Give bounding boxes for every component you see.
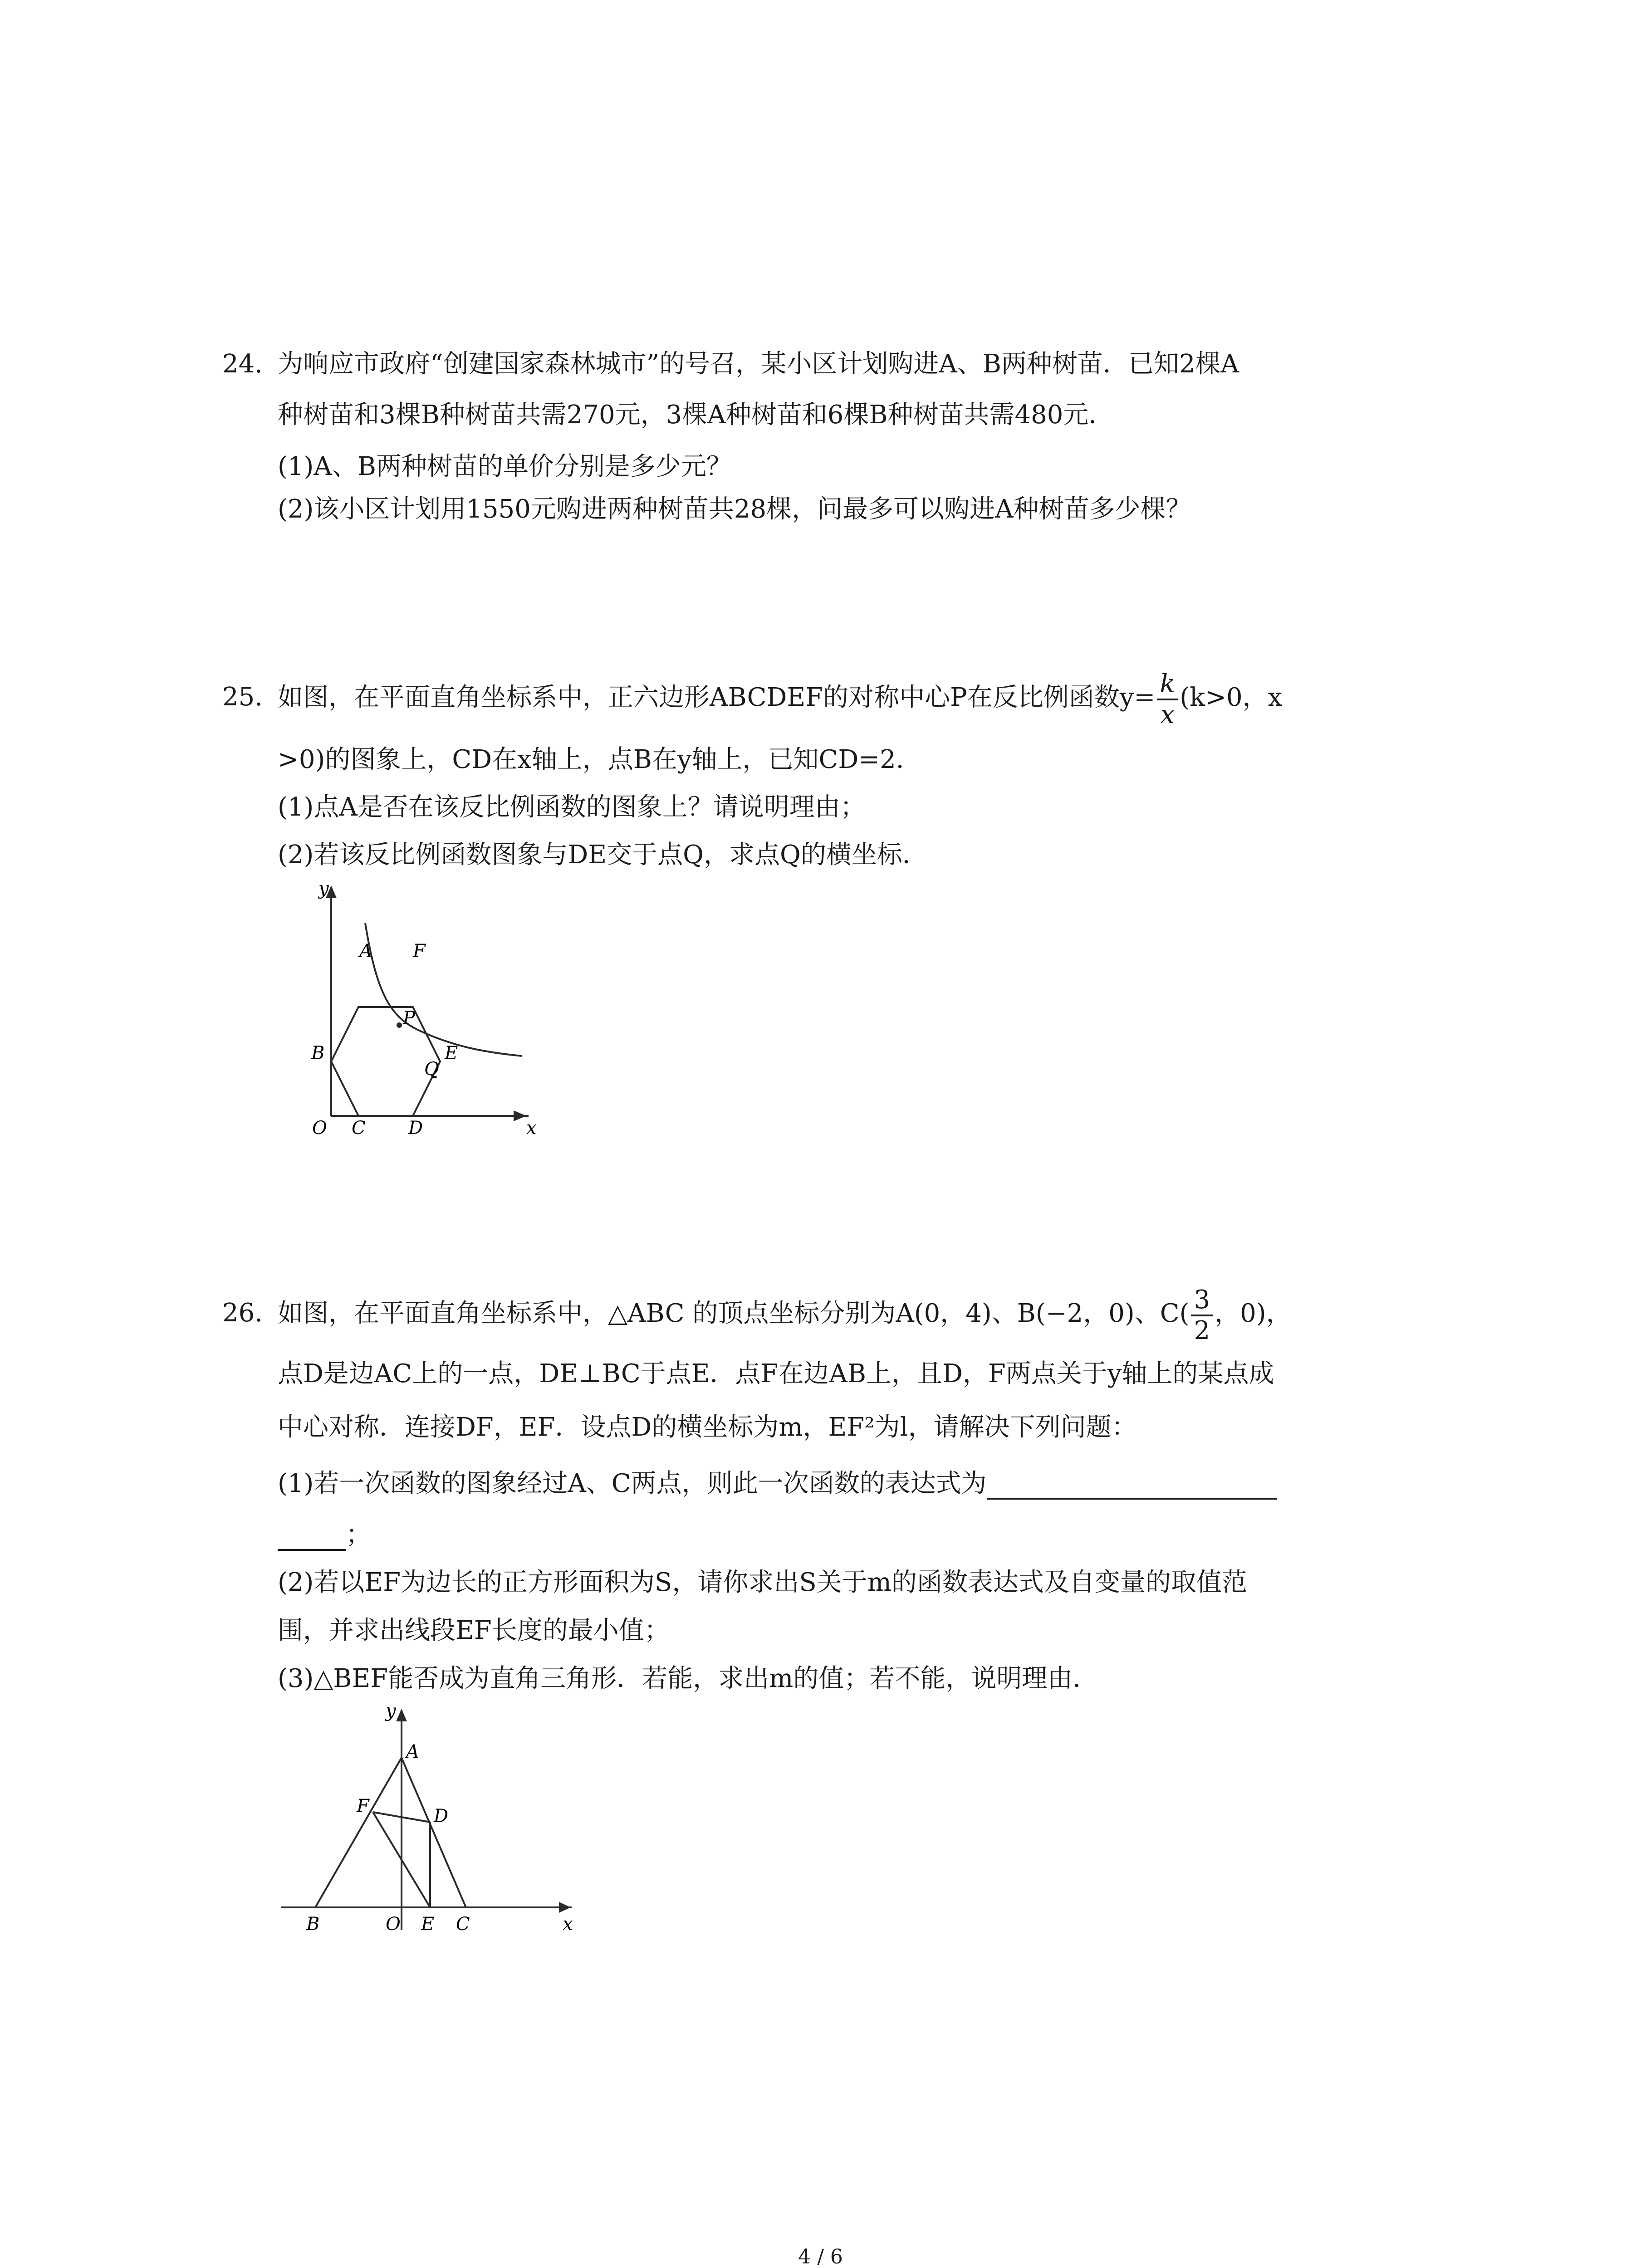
- q26-part1-cont: [278, 1517, 371, 1551]
- q26-label-b: B: [306, 1914, 320, 1935]
- q25-frac-num: k: [1157, 670, 1178, 700]
- q26-part1: [278, 1466, 1277, 1500]
- q26-label-d: D: [434, 1806, 449, 1827]
- q26-frac-num: 3: [1191, 1286, 1213, 1316]
- q25-label-y: y: [318, 878, 329, 899]
- q24-part1: (1)A、B两种树苗的单价分别是多少元？: [278, 452, 732, 481]
- q25-label-q: Q: [424, 1059, 439, 1080]
- q26-label-c: C: [456, 1914, 470, 1935]
- q25-figure: [281, 878, 537, 1139]
- q26-label-y: y: [386, 1701, 396, 1721]
- q26-line1-text: 如图，在平面直角坐标系中，△ABC 的顶点坐标分别为A(0，4)、B(−2，0)、C(: [278, 1299, 1190, 1328]
- q25-label-b: B: [311, 1043, 325, 1064]
- q25-number: 25.: [222, 682, 263, 712]
- q25-label-d: D: [408, 1118, 423, 1139]
- q26-figure: [272, 1703, 581, 1957]
- q26-answer-blank: [987, 1466, 1277, 1500]
- q26-part3: (3)△BEF能否成为直角三角形．若能，求出m的值；若不能，说明理由．: [278, 1664, 1098, 1693]
- q26-label-e: E: [421, 1914, 435, 1935]
- q26-line1-tail: ，0)，: [1215, 1299, 1292, 1328]
- q26-part2-line1: (2)若以EF为边长的正方形面积为S，请你求出S关于m的函数表达式及自变量的取值范: [278, 1568, 1247, 1597]
- q24-line2: 种树苗和3棵B种树苗共需270元，3棵A种树苗和6棵B种树苗共需480元．: [278, 400, 1114, 430]
- q26-label-f: F: [357, 1796, 369, 1817]
- q25-label-a: A: [359, 941, 372, 962]
- q24-part2: (2)该小区计划用1550元购进两种树苗共28棵，问最多可以购进A种树苗多少棵？: [278, 494, 1191, 524]
- q25-line1-tail: (k>0，x: [1180, 683, 1283, 712]
- q26-part1-text: (1)若一次函数的图象经过A、C两点，则此一次函数的表达式为: [278, 1469, 987, 1498]
- q25-label-e: E: [445, 1043, 458, 1064]
- q25-part1: (1)点A是否在该反比例函数的图象上？请说明理由；: [278, 792, 866, 822]
- q25-fraction: [1157, 670, 1178, 729]
- q26-frac-den: 2: [1194, 1315, 1210, 1345]
- q26-line3: 中心对称．连接DF，EF．设点D的横坐标为m，EF²为l，请解决下列问题：: [278, 1413, 1137, 1442]
- q25-line1: [278, 658, 1282, 738]
- q25-point-p: [397, 1022, 402, 1028]
- q26-answer-blank-cont: [278, 1517, 346, 1551]
- q25-line1-text: 如图，在平面直角坐标系中，正六边形ABCDEF的对称中心P在反比例函数y=: [278, 683, 1156, 712]
- q26-part1-end: ；: [346, 1520, 371, 1549]
- q26-line2: 点D是边AC上的一点，DE⊥BC于点E．点F在边AB上，且D，F两点关于y轴上的某点成: [278, 1359, 1274, 1388]
- q26-part2-line2: 围，并求出线段EF长度的最小值；: [278, 1616, 670, 1645]
- q25-part2: (2)若该反比例函数图象与DE交于点Q，求点Q的横坐标．: [278, 840, 928, 870]
- q25-label-p: P: [403, 1008, 415, 1029]
- q26-line1: [278, 1274, 1292, 1354]
- q25-label-o: O: [312, 1118, 327, 1139]
- q26-label-o: O: [386, 1914, 401, 1935]
- q25-label-c: C: [352, 1118, 366, 1139]
- q24-line1: 为响应市政府“创建国家森林城市”的号召，某小区计划购进A、B两种树苗．已知2棵A: [278, 349, 1239, 379]
- q26-label-a: A: [406, 1741, 419, 1762]
- q26-number: 26.: [222, 1298, 263, 1328]
- q24-number: 24.: [222, 349, 263, 379]
- q25-line2: >0)的图象上，CD在x轴上，点B在y轴上，已知CD=2．: [278, 745, 921, 774]
- page-number: 4 / 6: [798, 2245, 843, 2268]
- q25-label-x: x: [526, 1118, 537, 1139]
- q26-fraction: [1191, 1286, 1213, 1345]
- q25-frac-den: x: [1160, 699, 1175, 729]
- q25-label-f: F: [413, 941, 426, 962]
- q26-label-x: x: [563, 1914, 573, 1935]
